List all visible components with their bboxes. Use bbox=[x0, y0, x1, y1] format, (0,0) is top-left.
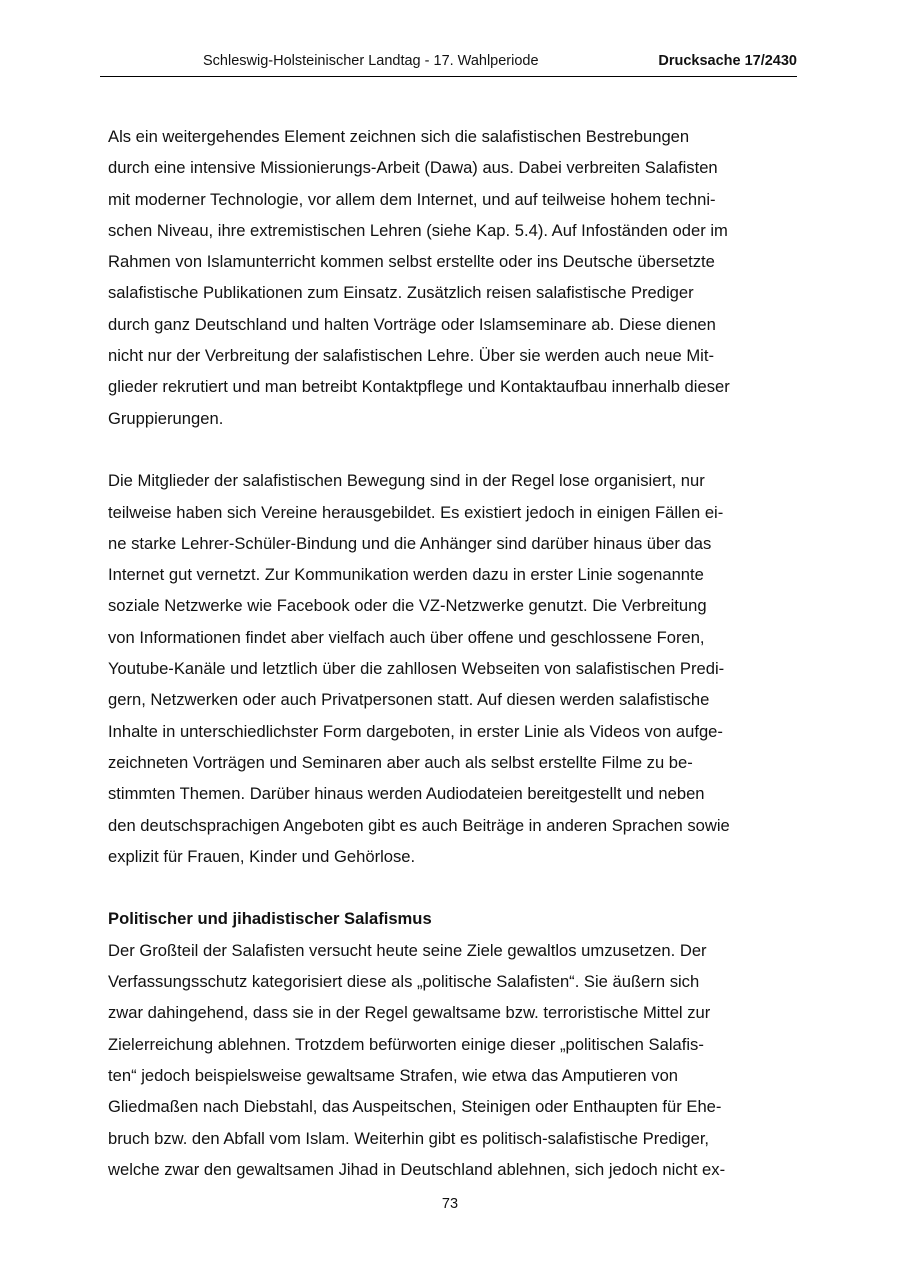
text-line: Die Mitglieder der salafistischen Bewegung sind in der Regel lose organisiert, nur bbox=[108, 471, 705, 491]
section bbox=[108, 903, 792, 1185]
text-line: Der Großteil der Salafisten versucht heute seine Ziele gewaltlos umzusetzen. Der bbox=[108, 940, 707, 960]
text-line: Gliedmaßen nach Diebstahl, das Auspeitschen, Steinigen oder Enthaupten für Ehe- bbox=[108, 1097, 722, 1117]
text-line: explizit für Frauen, Kinder und Gehörlose. bbox=[108, 846, 416, 866]
text-line: zwar dahingehend, dass sie in der Regel gewaltsame bzw. terroristische Mittel zur bbox=[108, 1003, 711, 1023]
body-text bbox=[108, 121, 792, 1185]
text-line: nicht nur der Verbreitung der salafistischen Lehre. Über sie werden auch neue Mit- bbox=[108, 346, 715, 366]
text-line: Youtube-Kanäle und letztlich über die zahllosen Webseiten von salafistischen Predi- bbox=[108, 659, 725, 679]
text-line: mit moderner Technologie, vor allem dem Internet, und auf teilweise hohem techni- bbox=[108, 189, 716, 209]
text-line: teilweise haben sich Vereine herausgebildet. Es existiert jedoch in einigen Fällen ei- bbox=[108, 502, 724, 522]
text-line: durch eine intensive Missionierungs-Arbeit (Dawa) aus. Dabei verbreiten Salafisten bbox=[108, 158, 718, 178]
text-line: glieder rekrutiert und man betreibt Kontaktpflege und Kontaktaufbau innerhalb dieser bbox=[108, 377, 730, 397]
text-line: salafistische Publikationen zum Einsatz. Zusätzlich reisen salafistische Prediger bbox=[108, 283, 694, 303]
text-line: stimmten Themen. Darüber hinaus werden Audiodateien bereitgestellt und neben bbox=[108, 784, 705, 804]
paragraph-spacer bbox=[108, 872, 792, 903]
text-line: Zielerreichung ablehnen. Trotzdem befürworten einige dieser „politischen Salafis- bbox=[108, 1034, 704, 1054]
paragraph bbox=[108, 465, 792, 872]
paragraph bbox=[108, 121, 792, 434]
text-line: durch ganz Deutschland und halten Vorträge oder Islamseminare ab. Diese dienen bbox=[108, 314, 716, 334]
text-line: zeichneten Vorträgen und Seminaren aber auch als selbst erstellte Filme zu be- bbox=[108, 752, 693, 772]
text-line: Gruppierungen. bbox=[108, 408, 224, 428]
text-line: ne starke Lehrer-Schüler-Bindung und die Anhänger sind darüber hinaus über das bbox=[108, 533, 712, 553]
page-number: 73 bbox=[441, 1196, 459, 1212]
text-line: Inhalte in unterschiedlichster Form dargeboten, in erster Linie als Videos von aufge- bbox=[108, 721, 723, 741]
text-line: Internet gut vernetzt. Zur Kommunikation werden dazu in erster Linie sogenannte bbox=[108, 565, 704, 585]
paragraph-spacer bbox=[108, 434, 792, 465]
text-line: Rahmen von Islamunterricht kommen selbst erstellte oder ins Deutsche übersetzte bbox=[108, 252, 715, 272]
text-line: Als ein weitergehendes Element zeichnen sich die salafistischen Bestrebungen bbox=[108, 127, 690, 146]
text-line: soziale Netzwerke wie Facebook oder die VZ-Netzwerke genutzt. Die Verbreitung bbox=[108, 596, 707, 616]
section-heading: Politischer und jihadistischer Salafismus bbox=[108, 909, 432, 929]
text-line: von Informationen findet aber vielfach auch über offene und geschlossene Foren, bbox=[108, 627, 705, 647]
text-line: welche zwar den gewaltsamen Jihad in Deutschland ablehnen, sich jedoch nicht ex- bbox=[108, 1159, 726, 1179]
document-reference: Drucksache 17/2430 bbox=[658, 53, 797, 69]
header-title: Schleswig-Holsteinischer Landtag - 17. Wahlperiode bbox=[203, 53, 539, 69]
text-line: den deutschsprachigen Angeboten gibt es auch Beiträge in anderen Sprachen sowie bbox=[108, 815, 730, 835]
text-line: ten“ jedoch beispielsweise gewaltsame Strafen, wie etwa das Amputieren von bbox=[108, 1065, 679, 1085]
text-line: gern, Netzwerken oder auch Privatpersonen statt. Auf diesen werden salafistische bbox=[108, 690, 710, 710]
text-line: bruch bzw. den Abfall vom Islam. Weiterhin gibt es politisch-salafistische Prediger, bbox=[108, 1128, 710, 1148]
text-line: Verfassungsschutz kategorisiert diese als „politische Salafisten“. Sie äußern sich bbox=[108, 972, 700, 992]
page-header bbox=[100, 52, 797, 77]
text-line: schen Niveau, ihre extremistischen Lehren (siehe Kap. 5.4). Auf Infoständen oder im bbox=[108, 220, 728, 240]
